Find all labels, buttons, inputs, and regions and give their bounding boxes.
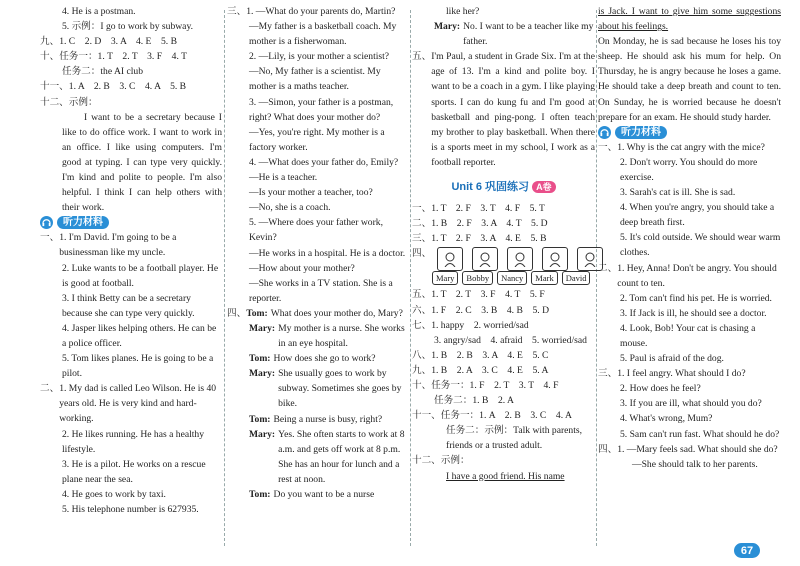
transcript-line: —She should talk to her parents. [632, 458, 758, 470]
dialogue-line: 4. —What does your father do, Emily? [249, 156, 399, 168]
answer-line: 任务二：1. B 2. A [434, 395, 514, 407]
column-4 [598, 4, 781, 472]
transcript-line: 5. Sam can't run fast. What should he do? [620, 428, 780, 440]
answer-line: 七、 1. happy 2. worried/sad [412, 319, 529, 331]
transcript-line: 2. Don't worry. You should do more exercise. [620, 156, 758, 183]
dialogue-line: —My father is a basketball coach. My mother is a fisherwoman. [249, 21, 397, 48]
transcript-line: 一、 1. Why is the cat angry with the mice? [598, 141, 765, 153]
child-picture-icon [507, 247, 533, 271]
name-box: Bobby [462, 271, 493, 285]
dialogue-line: 四、 Tom: What does your mother do, Mary? [227, 307, 403, 319]
transcript-line: 一、 1. I'm David. I'm going to be a businessman like my uncle. [40, 232, 177, 259]
answer-line: 十一、 任务一：1. A 2. B 3. C 4. A [412, 410, 572, 422]
dialogue-line: —He works in a hospital. He is a doctor. [249, 247, 406, 259]
column-3 [412, 4, 595, 484]
transcript-line: 三、 1. I feel angry. What should I do? [598, 368, 746, 380]
dialogue-line: Tom: Being a nurse is busy, right? [249, 413, 383, 425]
dialogue-line: —No, she is a coach. [249, 202, 331, 214]
transcript-line: 4. Look, Bob! Your cat is chasing a mouse. [620, 322, 756, 349]
transcript-line: 二、 1. Hey, Anna! Don't be angry. You should count to ten. [598, 262, 777, 289]
dialogue-line: —He is a teacher. [249, 172, 318, 184]
name-box: David [562, 271, 591, 285]
column-2 [227, 4, 410, 502]
child-picture-icon [437, 247, 463, 271]
passage: 五、 I'm Paul, a student in Grade Six. I'm at the age of 13. I'm a kind and polite boy. I want to be a coach in a gym. I like playing sports. I can do kung fu and I'm good at basketball and ping-pong. I often teach my brother to play basketball. When there is a sports meet in my school, I work as a football reporter. [412, 51, 595, 168]
answer-line: 十二、 示例： [412, 455, 470, 467]
answer-line: 六、 1. F 2. C 3. B 4. B 5. D [412, 304, 549, 316]
transcript-line: 3. If Jack is ill, he should see a doctor. [620, 307, 767, 319]
sample-essay: is Jack. I want to give him some suggestions about his feelings. [598, 6, 781, 33]
transcript-line: 3. If you are ill, what should you do? [620, 398, 762, 410]
transcript-line: 4. When you're angry, you should take a deep breath first. [620, 202, 775, 229]
dialogue-line: —Is your mother a teacher, too? [249, 187, 373, 199]
dialogue-line: Mary: She usually goes to work by subway. Sometimes she goes by bike. [249, 368, 402, 410]
headphones-icon [40, 216, 53, 229]
name-box: Mark [531, 271, 557, 285]
answer-line: 三、 1. T 2. F 3. A 4. E 5. B [412, 233, 547, 245]
dialogue-line: 5. —Where does your father work, Kevin? [249, 217, 383, 244]
dialogue-line: Tom: Do you want to be a nurse [249, 489, 375, 500]
dialogue-line: —She works in a TV station. She is a reporter. [249, 277, 393, 304]
sample-essay: On Monday, he is sad because he loses his toy sheep. He should ask his mum for help. On Thursday, he is angry because he loses a game. He should take a deep breath and count to ten. On Sunday, he is worried because he doesn't prepare for an exam. He should study harder. [598, 36, 781, 123]
answer-line: 九、 1. B 2. A 3. C 4. E 5. A [412, 364, 549, 376]
transcript-line: 5. His telephone number is 627935. [62, 504, 199, 515]
name-box: Mary [432, 271, 458, 285]
transcript-line: 3. He is a pilot. He works on a rescue plane near the sea. [62, 458, 206, 485]
transcript-line: 2. Tom can't find his pet. He is worried. [620, 292, 772, 304]
transcript-line: 3. Sarah's cat is ill. She is sad. [620, 187, 736, 199]
name-boxes [432, 271, 595, 285]
transcript-line: 3. I think Betty can be a secretary because she can type very quickly. [62, 292, 195, 319]
sample-essay: I want to be a secretary because I like to do office work. I want to work in an office. I like using computers. I'm good at typing. I can type very quickly. I'm kind and polite to people. I'm also helpful. I think I can help others with their work. [62, 111, 222, 214]
listening-header: 听力材料 [40, 216, 222, 229]
dialogue-line: Mary: My mother is a nurse. She works in an eye hospital. [249, 322, 405, 350]
transcript-line: 5. It's cold outside. We should wear warm clothes. [620, 232, 781, 259]
transcript-line: 4. He goes to work by taxi. [62, 488, 166, 500]
unit-title: Unit 6 巩固练习 A卷 [412, 180, 595, 195]
dialogue-line: like her? [446, 6, 480, 17]
unit-badge: A卷 [532, 181, 556, 193]
dialogue-line: Tom: How does she go to work? [249, 353, 376, 365]
answer-line: 5. 示例：I go to work by subway. [62, 21, 194, 33]
child-picture-icon [472, 247, 498, 271]
answer-line: 十、 任务一：1. F 2. T 3. T 4. F [412, 379, 559, 391]
answer-line: 4. He is a postman. [62, 6, 136, 17]
dialogue-line: 3. —Simon, your father is a postman, right? What does your mother do? [249, 96, 394, 123]
dialogue-line: —How about your mother? [249, 262, 355, 274]
headphones-icon [598, 126, 611, 139]
listening-header: 听力材料 [598, 126, 781, 139]
picture-row [437, 247, 603, 269]
dialogue-line: —Yes, you're right. My mother is a factory worker. [249, 126, 385, 153]
answer-line: 任务二：示例：Talk with parents, friends or a trusted adult. [446, 425, 583, 452]
transcript-line: 2. How does he feel? [620, 383, 701, 395]
answer-line: 一、 1. T 2. F 3. T 4. F 5. T [412, 203, 545, 215]
answer-line: 十二、 示例： [40, 96, 98, 108]
answer-line: 二、 1. B 2. F 3. A 4. T 5. D [412, 218, 548, 230]
transcript-line: 2. Luke wants to be a football player. He is good at football. [62, 262, 219, 289]
answer-line: I have a good friend. His name [446, 470, 565, 482]
transcript-line: 二、 1. My dad is called Leo Wilson. He is 40 years old. He is very kind and hard-working. [40, 383, 217, 425]
child-picture-icon [542, 247, 568, 271]
page-number: 67 [734, 543, 760, 558]
answer-line: 十一、 1. A 2. B 3. C 4. A 5. B [40, 81, 187, 93]
transcript-line: 2. He likes running. He has a healthy lifestyle. [62, 428, 205, 455]
transcript-line: 5. Paul is afraid of the dog. [620, 353, 724, 365]
answer-line: 3. angry/sad 4. afraid 5. worried/sad [434, 334, 587, 346]
column-1 [40, 4, 222, 517]
answer-line: 九、 1. C 2. D 3. A 4. E 5. B [40, 36, 177, 48]
transcript-line: 4. Jasper likes helping others. He can be a police officer. [62, 322, 217, 349]
transcript-line: 四、 1. —Mary feels sad. What should she do? [598, 443, 778, 455]
answer-line: 任务二：the AI club [62, 66, 144, 78]
dialogue-line: 2. —Lily, is your mother a scientist? [249, 51, 390, 63]
dialogue-line: Mary: Yes. She often starts to work at 8 a.m. and gets off work at 8 p.m. She has an hour for lunch and a rest at noon. [249, 428, 405, 485]
answer-line: 十、 任务一：1. T 2. T 3. F 4. T [40, 51, 187, 63]
answer-line: 四、 [412, 246, 595, 269]
answer-line: 五、 1. T 2. T 3. F 4. T 5. F [412, 289, 545, 301]
dialogue-line: Mary: No. I want to be a teacher like my father. [434, 21, 594, 48]
transcript-line: 4. What's wrong, Mum? [620, 413, 713, 425]
transcript-line: 5. Tom likes planes. He is going to be a pilot. [62, 353, 214, 380]
dialogue-line: 三、 1. —What do your parents do, Martin? [227, 6, 396, 17]
answer-line: 八、 1. B 2. B 3. A 4. E 5. C [412, 349, 549, 361]
name-box: Nancy [497, 271, 527, 285]
dialogue-line: —No, My father is a scientist. My mother is a maths teacher. [249, 66, 381, 93]
